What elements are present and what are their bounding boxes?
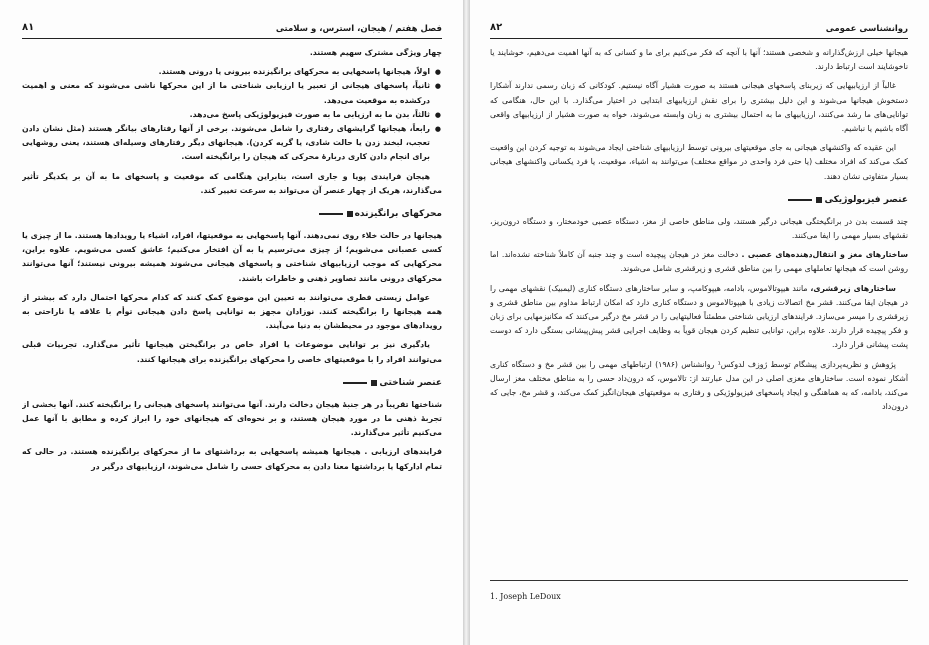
paragraph — [490, 282, 908, 353]
book-gutter — [463, 0, 470, 645]
left-page-body — [22, 46, 442, 636]
list-item: ● ثانیاً، پاسخهای هیجانی از تعبیر یا ارزیابی شناختی ما از این محرکها ناشی می‌شوند که معنی و اهمیت درکشده به موقعیت می‌دهد. — [22, 79, 430, 107]
list-item: ● ثالثاً، بدن ما به ارزیابی ما به صورت فیزیولوژیکی پاسخ می‌دهد. — [22, 108, 430, 122]
paragraph: هیجانها در حالت خلاء روی نمی‌دهند. آنها پاسخهایی به موقعیتها، افراد، اشیاء یا رویدادها هستند. ما از چیزی یا کسی عصبانی می‌شویم؛ از چیزی می‌ترسیم یا به آن افتخار می‌کنیم؛ عاشق کسی می‌شویم. علاوه براین، محرکهایی که موجب ارزیابیهای شناختی و پاسخهای هیجانی می‌شوند همیشه بیرونی نیستند؛ آنها می‌توانند محرکهای درونی مانند تصاویر ذهنی و خاطرات باشند. — [22, 231, 442, 283]
right-page-header — [490, 22, 908, 39]
section-marker-icon — [371, 380, 377, 386]
left-summary: هیجان فرایندی پویا و جاری است، بنابراین هنگامی که موقعیت و پاسخهای ما به آن بر یکدیگر تأثیر می‌گذارند، هریک از چهار عنصر آن می‌تواند به سرعت تغییر کند. — [22, 171, 442, 195]
left-page-header — [22, 22, 442, 39]
paragraph: این عقیده که واکنشهای هیجانی به جای موقعیتهای بیرونی توسط ارزیابیهای شناختی ایجاد می‌شوند به توجیه کردن این واقعیت کمک می‌کند که افراد مختلف (یا حتی فرد واحدی در مواقع مختلف) می‌توانند به اشیاء، موقعیت، یا فرد یکسانی واکنشهای هیجانی بسیار متفاوتی نشان دهند. — [490, 143, 908, 181]
right-page-number: ۸۲ — [490, 22, 503, 33]
section-title: عنصر فیزیولوژیکی — [824, 194, 908, 205]
left-intro: چهار ویژگی مشترک سهیم هستند. — [309, 48, 442, 57]
paragraph: چند قسمت بدن در برانگیختگی هیجانی درگیر هستند، ولی مناطق خاصی از مغز، دستگاه عصبی خودمختار، و دستگاه درون‌ریز، نقشهای بسیار مهمی را ایفا می‌کنند. — [490, 216, 908, 241]
run-in-heading: ساختارهای مغز و انتقال‌دهنده‌های عصبی . — [741, 250, 908, 260]
paragraph: هیجانها خیلی ارزش‌گذارانه و شخصی هستند؛ آنها با آنچه که فکر می‌کنیم برای ما و کسانی که به آنها اهمیت می‌دهیم، خوشایند یا ناخوشایند است ارتباط دارند. — [490, 48, 908, 72]
section-rule — [343, 382, 367, 384]
paragraph: عوامل زیستی فطری می‌توانند به تعیین این موضوع کمک کنند که کدام محرکها احتمال دارد که بیشتر از همه هیجانها را برانگیخته کنند. نوزادان مجهز به توانایی پاسخ دادن هیجانی توأم با علاقه یا ناراحتی به رویدادهای موجود در محیطشان به دنیا می‌آیند. — [22, 292, 442, 331]
paragraph: غالباً از ارزیابیهایی که زیربنای پاسخهای هیجانی هستند به صورت هشیار آگاه نیستیم. کودکانی که زبان رسمی ندارند آشکارا دستخوش هیجانها می‌شوند و این دلیل بیشتری را برای نقش ارزیابیهای ابتدایی در اختیار می‌گذارد. با این حال، هنگامی که توانایی‌های ما رشد می‌کنند، ارزیابیهای ما به احتمال بیشتری به زبان وابسته می‌شوند، خواه به صورت هشیار از ارزیابیهای واقعی آگاه باشیم یا نباشیم. — [490, 81, 908, 134]
section-marker-icon — [816, 197, 822, 203]
section-heading-physiological — [490, 193, 908, 207]
paragraph — [22, 445, 442, 473]
left-page-number: ۸۱ — [22, 22, 35, 33]
paragraph-text: هیجانها همیشه پاسخهایی به برداشتهای ما از محرکهای برانگیزنده هستند. در حالی که تمام ادارکها یا برداشتها معنا دادن به محرکهای حسی را شامل می‌شوند، ارزیابیهای درگیر در — [22, 447, 442, 471]
section-title: عنصر شناختی — [379, 377, 442, 388]
run-in-heading: ساختارهای زیرقشری، — [810, 283, 896, 293]
section-rule — [788, 199, 812, 201]
section-title: محرکهای برانگیزنده — [354, 209, 442, 220]
section-heading-cognitive — [22, 376, 442, 390]
section-heading-stimuli — [22, 207, 442, 221]
run-in-heading: فرایندهای ارزیابی . — [364, 447, 442, 457]
right-page — [470, 0, 929, 645]
paragraph: پژوهش و نظریه‌پردازی پیشگام توسط ژوزف لدوکس¹ روانشناس (۱۹۸۶) ارتباطهای مهمی را بین قشر مخ و دستگاه کناری آشکار نموده است. ساختارهای مغزی اصلی در این مدل عبارتند از: تالاموس، که درون‌داد حسی را به مناطق مختلف مغز ارسال می‌کند، بادامه، که به هماهنگی و ایجاد پاسخهای فیزیولوژیکی و رفتاری به موقعیتهای هیجان‌انگیز کمک می‌کند، و قشر مخ، جایی که درون‌داد — [490, 359, 908, 412]
section-marker-icon — [347, 211, 353, 217]
list-item: ● رابعاً، هیجانها گرایشهای رفتاری را شامل می‌شوند. برخی از آنها رفتارهای بیانگر هستند (مثل نشان دادن تعجب، لبخند زدن یا حالت شادی، یا گریه کردن). هیجانهای دیگر رفتارهای وسیله‌ای هستند، یعنی روشهایی برای انجام دادن کاری دربارهٔ محرکی که هیجان را برانگیخته است. — [22, 122, 430, 165]
left-running-head: فصل هفتم / هیجان، استرس، و سلامتی — [275, 24, 442, 34]
right-page-body — [490, 46, 908, 586]
paragraph-text: مانند هیپوتالاموس، بادامه، هیپوکامپ، و سایر ساختارهای دستگاه کناری (لیمبیک) نقشهای مهمی را در هیجان ایفا می‌کنند. قشر مخ اتصالات زیادی با هیپوتالاموس و دستگاه کناری دارد که امکان ارتباط مداوم بین مناطق قشری و زیرقشری را میسر می‌سازد. فرایندهای ارزیابی شناختی مطمئناً فعالیتهایی را در قشر مخ درگیر می‌کنند که مکانیزمهایی برای زبان و فکر پیچیده قرار دارند. علاوه براین، توانایی تنظیم کردن هیجان قویاً به وظایف اجرایی قشر پیش‌پیشانی بستگی دارد که دوست پشت پیشانی قرار دارد. — [490, 283, 908, 350]
paragraph — [490, 248, 908, 276]
left-page — [0, 0, 463, 645]
footnote-rule — [490, 580, 908, 581]
paragraph: یادگیری نیز بر توانایی موضوعات یا افراد خاص در برانگیختن هیجانها تأثیر می‌گذارد. تجربیات قبلی می‌توانند افراد را با موقعیتهای خاصی را محرکهای برانگیزنده برای هیجانها کنند. — [22, 340, 442, 364]
paragraph: شناختها تقریباً در هر جنبهٔ هیجان دخالت دارند. آنها می‌توانند پاسخهای هیجانی را برانگیخته کنند. آنها بخشی از تجربهٔ ذهنی ما در مورد هیجان هستند، و بر نحوه‌ای که هیجانهای خود را ابراز کرده و مطابق با آنها عمل می‌کنیم تأثیر می‌گذارند. — [22, 399, 442, 438]
section-rule — [319, 213, 343, 215]
list-item: ● اولاً، هیجانها پاسخهایی به محرکهای برانگیزنده بیرونی یا درونی هستند. — [22, 65, 430, 79]
paragraph-text: دخالت مغز در هیجان پیچیده است و چند جنبه آن کاملاً شناخته نشده‌اند. اما روشن است که هیجانها تعاملهای مهمی را بین مناطق قشری و زیرقشری شامل می‌شوند. — [490, 250, 908, 274]
footnote: 1. Joseph LeDoux — [490, 592, 561, 601]
right-running-head: روانشناسی عمومی — [825, 24, 908, 34]
emotion-features-list — [22, 65, 442, 164]
